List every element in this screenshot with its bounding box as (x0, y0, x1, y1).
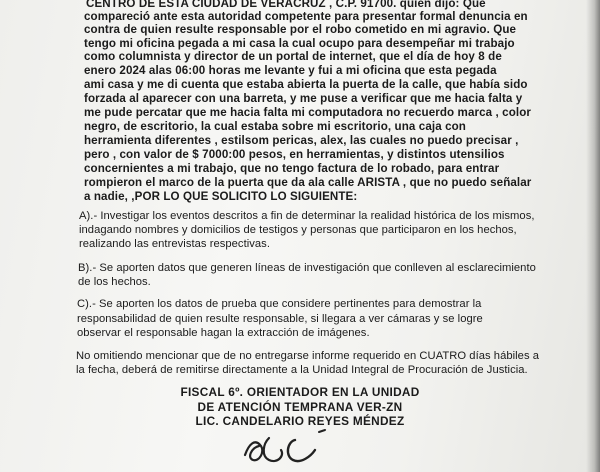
body-line-15: a nadie, ,POR LO QUE SOLICITO LO SIGUIENTE: (84, 190, 358, 203)
item-b-line-1: B).- Se aporten datos que generen líneas de investigación que conlleven al esclarecimiento (78, 262, 536, 274)
signature-name: LIC. CANDELARIO REYES MÉNDEZ (195, 414, 405, 428)
item-c-line-3: observar el responsable hagan la extracción de imágenes. (77, 327, 370, 339)
page-edge-shadow (586, 0, 600, 472)
body-line-11: herramienta diferentes , estilsom pericas, alex, las cuales no puedo precisar , (84, 134, 519, 147)
item-a-line-1: A).- Investigar los eventos descritos a fin de determinar la realidad histórica de los mismos, (79, 210, 535, 222)
body-line-3: contra de quien resulte responsable por el robo cometido en mi agravio. Que (84, 23, 517, 36)
handwritten-signature-icon (235, 410, 345, 470)
body-line-13: concernientes a mi trabajo, que no tengo factura de lo robado, para entrar (84, 162, 500, 175)
body-line-8: forzada al aparecer con una barreta, y me puse a verificar que me hacia falta y (84, 92, 523, 105)
closing-line-2: la fecha, deberá de remitirse directamente a la Unidad Integral de Procuración de Justicia. (76, 364, 528, 376)
body-line-5: como columnista y director de un portal de internet, que el día de hoy 8 de (84, 50, 502, 63)
item-c-line-2: responsabilidad de quien resulte responsable, si llegara a ver cámaras y se logre (77, 313, 483, 325)
closing-line-1: No omitiendo mencionar que de no entregarse informe requerido en CUATRO días hábiles a (76, 350, 540, 362)
item-a-line-3: realizando las entrevistas respectivas. (79, 238, 270, 250)
item-a-line-2: indagando nombres y domicilios de testigos y personas que participaron en los hechos, (79, 224, 517, 236)
body-line-12: pero , con valor de $ 7000:00 pesos, en herramientas, y distintos utensilios (84, 148, 505, 161)
body-line-6: enero 2024 alas 06:00 horas me levante y fui a mi oficina que esta pegada (84, 64, 497, 77)
signature-unit: DE ATENCIÓN TEMPRANA VER-ZN (197, 400, 403, 414)
body-line-2: compareció ante esta autoridad competente para presentar formal denuncia en (84, 10, 528, 23)
body-line-10: negro, de escritorio, la cual estaba sobre mi escritorio, una caja con (84, 120, 466, 133)
body-line-1: CENTRO DE ESTA CIUDAD DE VERACRUZ , C.P. 91700. quien dijo: Que (86, 0, 486, 10)
body-line-4: tengo mi oficina pegada a mi casa la cual ocupo para desempeñar mi trabajo (84, 37, 515, 50)
body-line-9: me pude percatar que me hacia falta mi computadora no recuerdo marca , color (84, 106, 532, 119)
item-c-line-1: C).- Se aporten los datos de prueba que considere pertinentes para demostrar la (77, 298, 482, 310)
body-line-7: ami casa y me di cuenta que estaba abierta la puerta de la calle, que había sido (84, 78, 528, 91)
body-line-14: rompieron el marco de la puerta que da ala calle ARISTA , que no puedo señalar (84, 176, 532, 189)
signature-title: FISCAL 6º. ORIENTADOR EN LA UNIDAD (180, 385, 420, 399)
item-b-line-2: de los hechos. (78, 276, 151, 288)
